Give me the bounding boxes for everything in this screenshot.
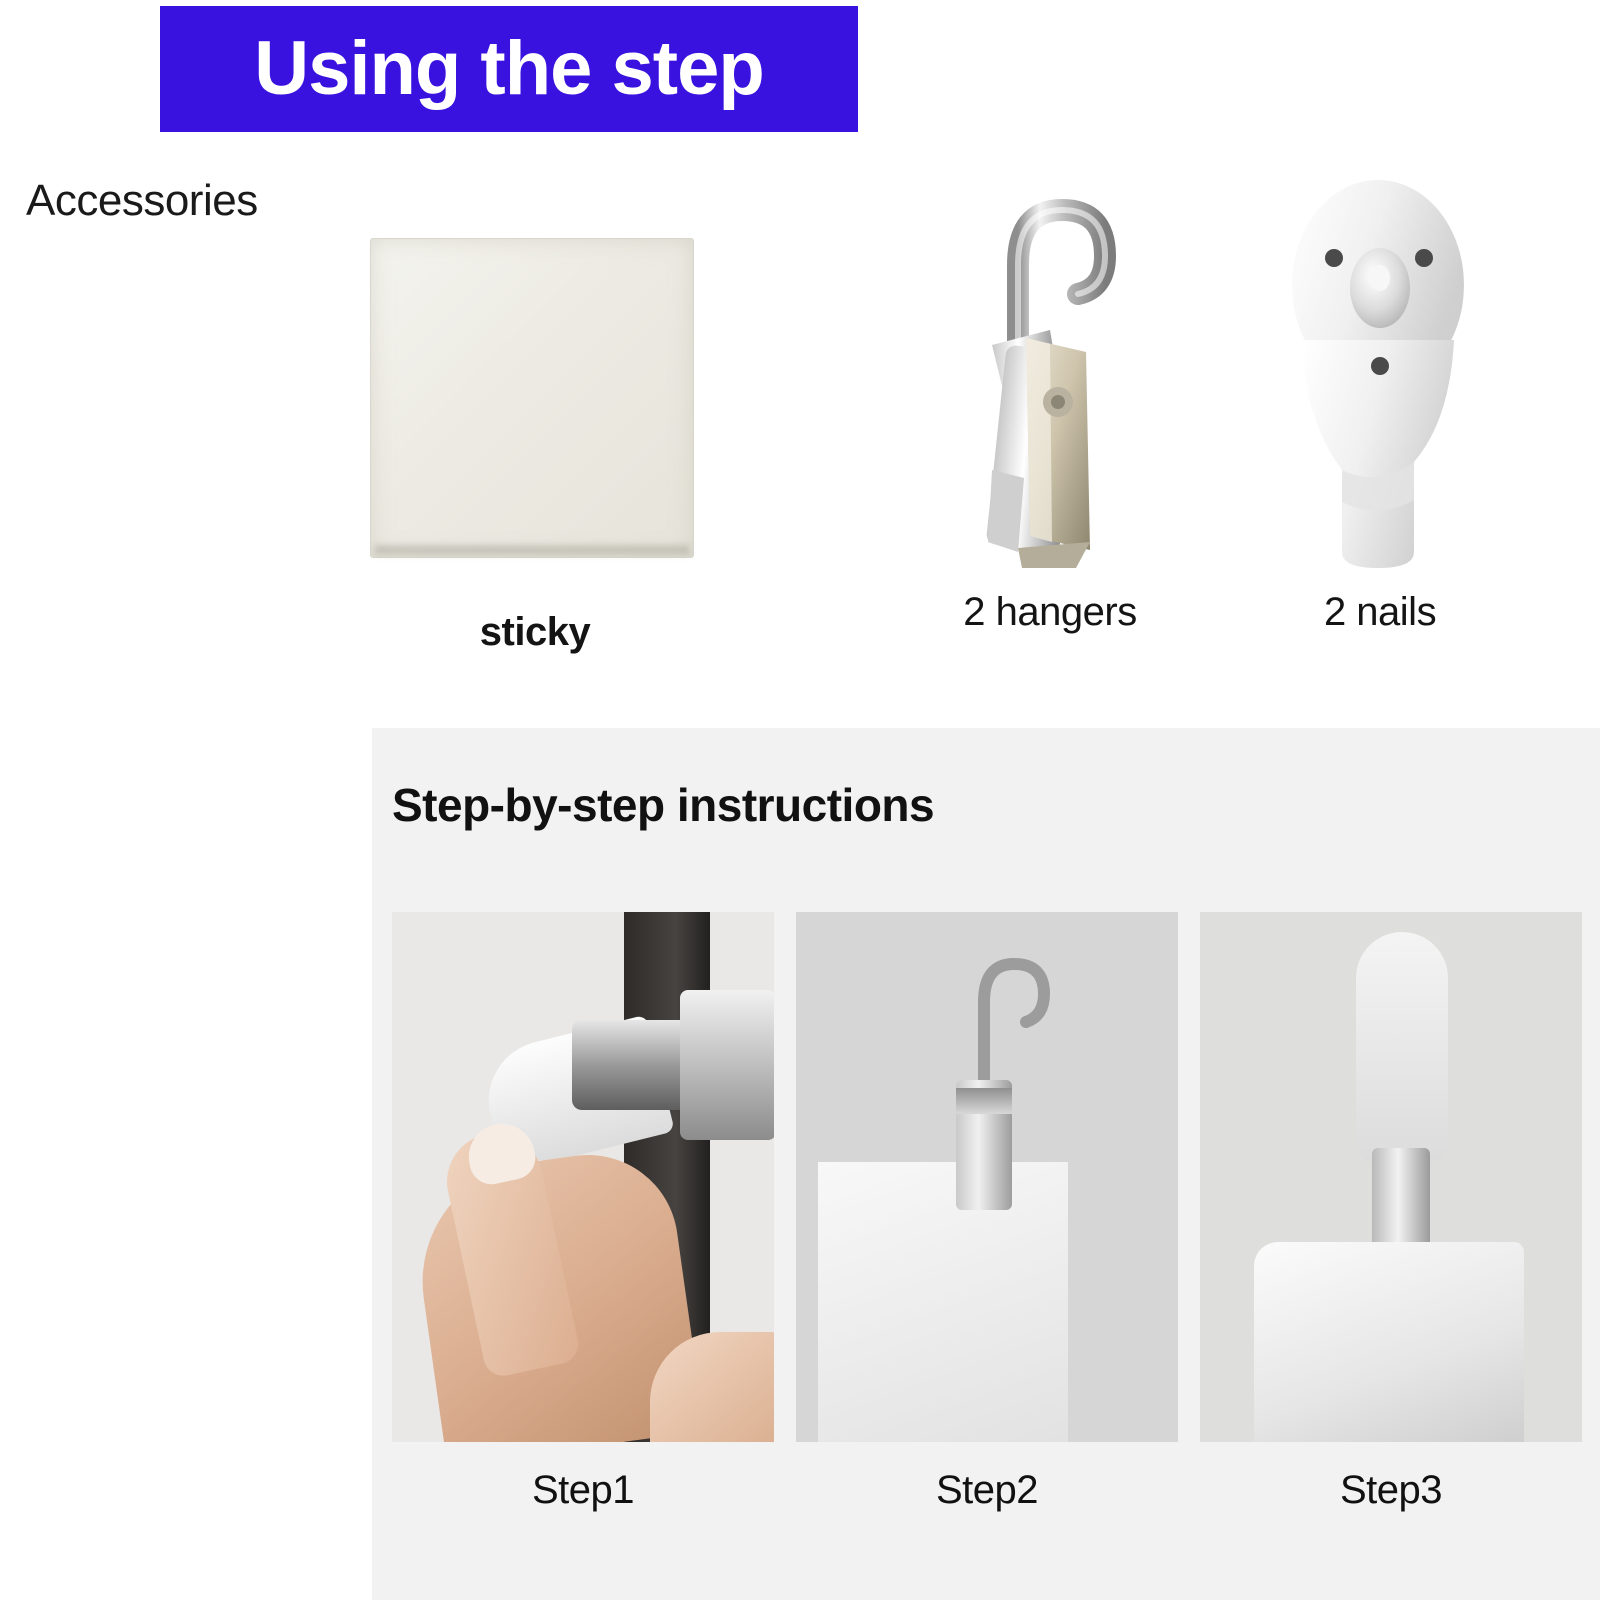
step-caption-3: Step3 [1339, 1468, 1443, 1512]
step-caption-2: Step2 [935, 1468, 1039, 1512]
accessory-caption-sticky: sticky [479, 610, 591, 654]
accessory-item-sticky [370, 238, 700, 654]
title-banner [160, 6, 858, 132]
step-caption-1: Step1 [531, 1468, 635, 1512]
step-images-row [392, 912, 1582, 1442]
step-photo-1 [392, 912, 774, 1442]
accessory-item-hangers [900, 170, 1200, 634]
accessories-heading: Accessories [26, 176, 258, 225]
adhesive-square-icon [370, 238, 694, 558]
metal-clip-hook-icon [900, 170, 1200, 590]
wall-nail-hook-icon [1230, 170, 1530, 590]
step-captions-row [392, 1468, 1582, 1538]
step-instructions-heading: Step-by-step instructions [392, 779, 935, 831]
accessories-row [0, 170, 1600, 690]
page-title: Using the step [254, 26, 764, 111]
accessory-caption-hangers: 2 hangers [963, 590, 1137, 634]
accessory-caption-nails: 2 nails [1323, 590, 1437, 634]
accessory-item-nails [1230, 170, 1530, 634]
step-photo-3 [1200, 912, 1582, 1442]
step-instructions-panel [372, 728, 1600, 1600]
step-photo-2 [796, 912, 1178, 1442]
